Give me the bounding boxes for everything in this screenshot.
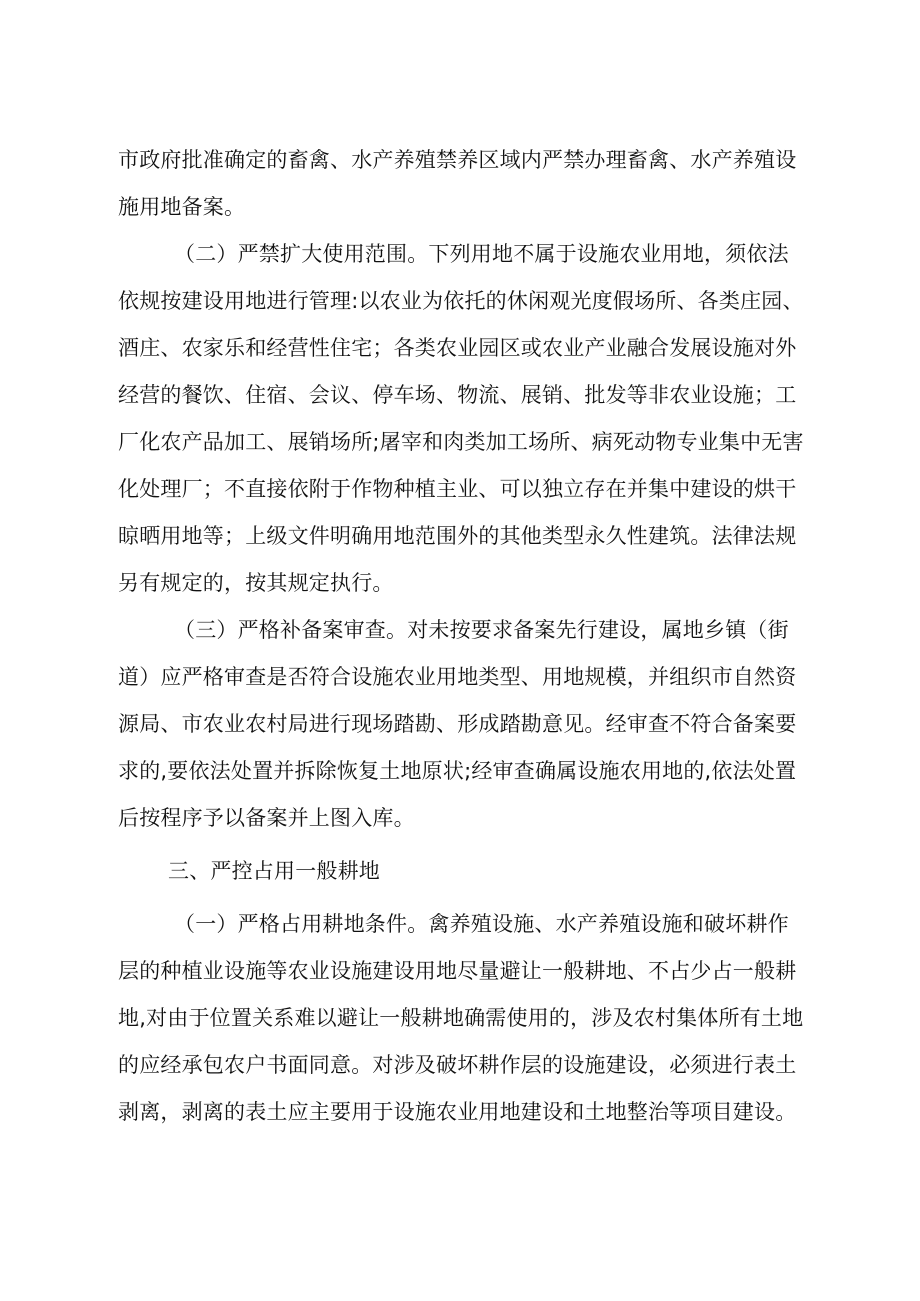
paragraph-line: 化处理厂；不直接依附于作物种植主业、可以独立存在并集中建设的烘干 [118,477,797,501]
paragraph-line: 剥离，剥离的表土应主要用于设施农业用地建设和土地整治等项目建设。 [118,1100,797,1124]
paragraph-line: 地,对由于位置关系难以避让一般耕地确需使用的，涉及农村集体所有土地 [118,1006,804,1030]
paragraph-line: 晾晒用地等；上级文件明确用地范围外的其他类型永久性建筑。法律法规 [118,524,797,548]
paragraph-line: （三）严格补备案审查。对未按要求备案先行建设，属地乡镇（街 [174,618,789,642]
paragraph-line: 求的,要依法处置并拆除恢复土地原状;经审查确属设施农用地的,依法处置 [118,759,797,783]
paragraph-line: 道）应严格审查是否符合设施农业用地类型、用地规模，并组织市自然资 [118,665,797,689]
paragraph-line: 的应经承包农户书面同意。对涉及破坏耕作层的设施建设，必须进行表土 [118,1053,797,1077]
paragraph-line: 层的种植业设施等农业设施建设用地尽量避让一般耕地、不占少占一般耕 [118,959,797,983]
paragraph-line: 后按程序予以备案并上图入库。 [118,806,415,830]
paragraph-line: 市政府批准确定的畜禽、水产养殖禁养区域内严禁办理畜禽、水产养殖设 [118,148,797,172]
paragraph-line: 另有规定的，按其规定执行。 [118,571,394,595]
paragraph-line: 依规按建设用地进行管理:以农业为依托的休闲观光度假场所、各类庄园、 [118,289,804,313]
paragraph-line: （二）严禁扩大使用范围。下列用地不属于设施农业用地，须依法 [174,242,789,266]
section-heading: 三、严控占用一般耕地 [168,859,380,883]
paragraph-line: （一）严格占用耕地条件。禽养殖设施、水产养殖设施和破坏耕作 [174,912,789,936]
paragraph-line: 源局、市农业农村局进行现场踏勘、形成踏勘意见。经审查不符合备案要 [118,712,797,736]
paragraph-line: 施用地备案。 [118,195,246,219]
paragraph-line: 经营的餐饮、住宿、会议、停车场、物流、展销、批发等非农业设施；工 [118,383,797,407]
paragraph-line: 厂化农产品加工、展销场所;屠宰和肉类加工场所、病死动物专业集中无害 [118,430,804,454]
paragraph-line: 酒庄、农家乐和经营性住宅；各类农业园区或农业产业融合发展设施对外 [118,336,797,360]
